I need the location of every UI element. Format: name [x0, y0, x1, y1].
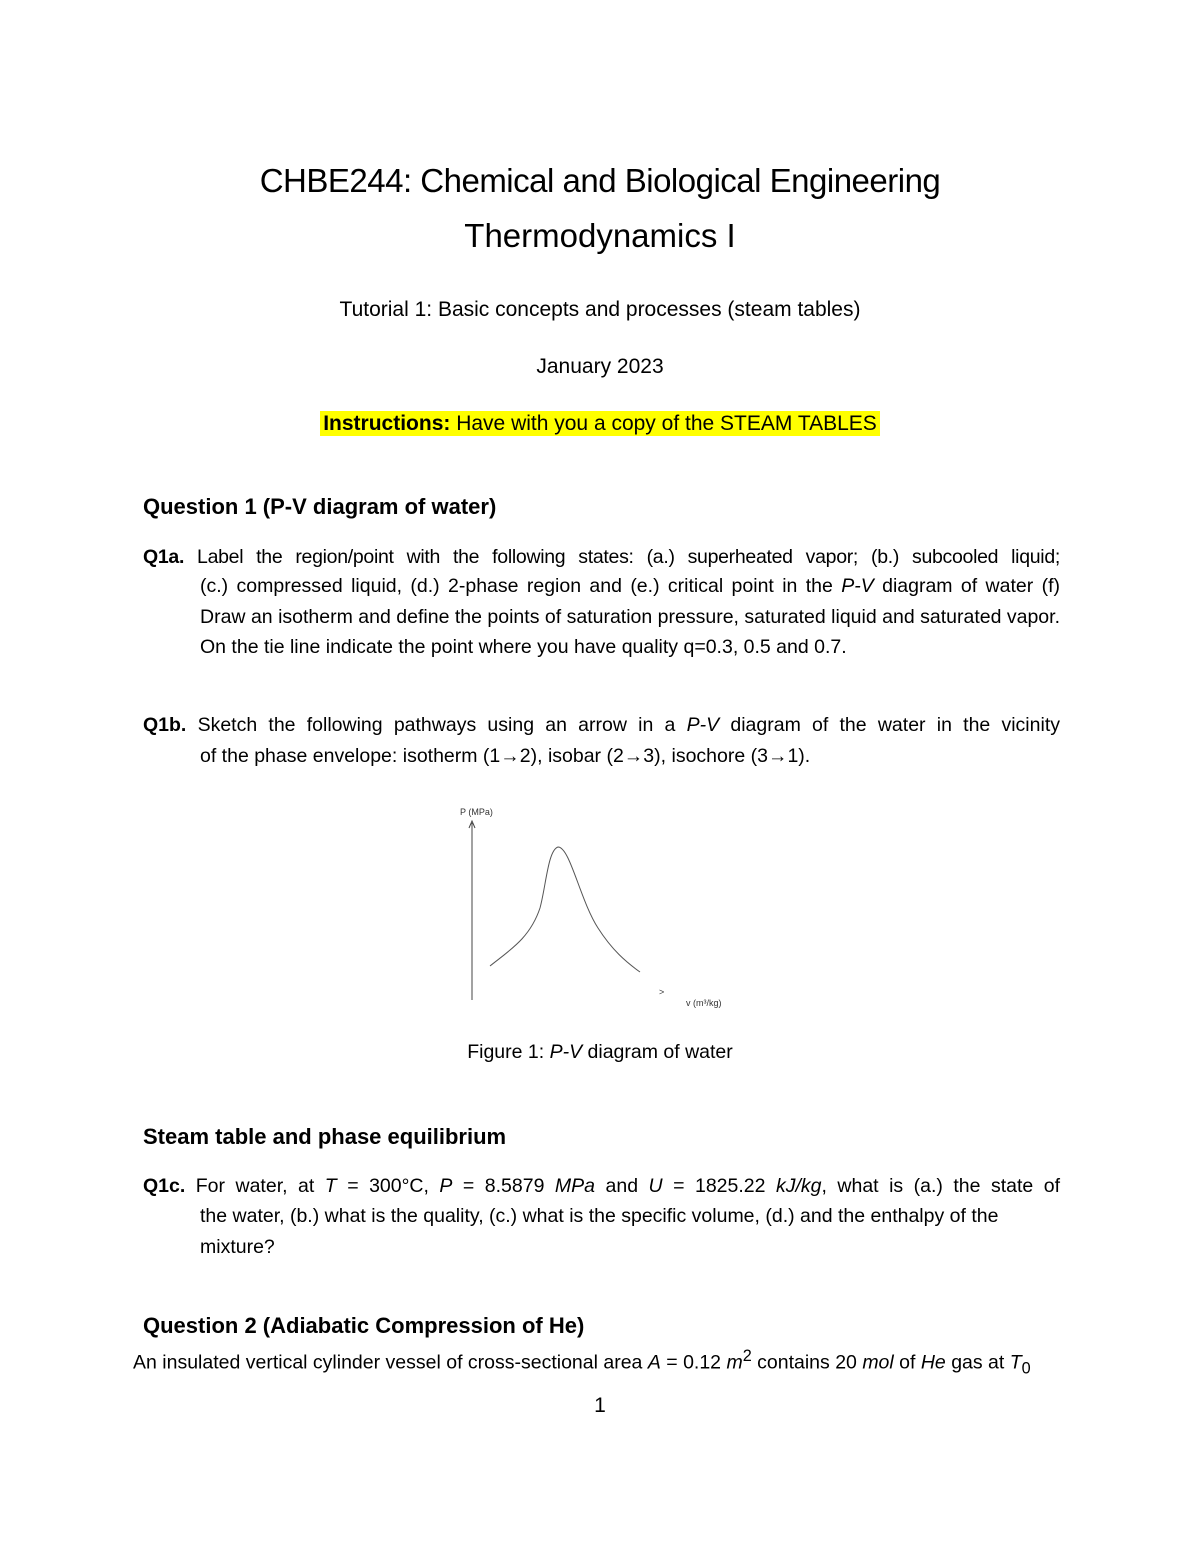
document-title: CHBE244: Chemical and Biological Engineering: [259, 162, 941, 199]
q1c-t4: and: [595, 1175, 649, 1197]
q1a-label: Q1a.: [143, 546, 185, 568]
caption-text-b: diagram of water: [582, 1041, 733, 1063]
pv-diagram: [440, 790, 760, 1020]
q1c-t3: = 8.5879: [452, 1175, 555, 1197]
q1b-label: Q1b.: [143, 714, 187, 736]
instructions-text: Have with you a copy of the STEAM TABLES: [450, 412, 877, 435]
q1c-label: Q1c.: [143, 1175, 186, 1197]
q1b-text-a: Sketch the following pathways using an arrow in a: [186, 714, 687, 736]
q2-initial-temperature-symbol: T: [1009, 1351, 1022, 1374]
caption-text-a: Figure 1:: [467, 1041, 550, 1063]
q2-text-3: contains 20: [751, 1351, 863, 1374]
instructions-banner: [0, 412, 1200, 436]
q1b-first-line: [143, 710, 1060, 741]
q2-text-5: gas at: [945, 1351, 1010, 1374]
q1b-pv-term: P-V: [686, 714, 720, 736]
q1c-pressure-symbol: P: [439, 1175, 453, 1197]
q2-area-exponent: 2: [742, 1347, 752, 1365]
document-date: January 2023: [536, 355, 664, 378]
q1b-text-b: diagram of the water in the vicinity: [719, 714, 1060, 736]
document-title-line2: Thermodynamics I: [464, 217, 736, 254]
phase-envelope-curve: [490, 847, 640, 972]
q1c-energy-symbol: U: [648, 1175, 663, 1197]
question-2-heading: Question 2 (Adiabatic Compression of He): [143, 1313, 585, 1338]
q1c-temperature-symbol: T: [324, 1175, 337, 1197]
q1b-second-line: of the phase envelope: isotherm (1→2), isobar (2→3), isochore (3→1).: [200, 745, 811, 767]
y-axis-label: P (MPa): [460, 807, 493, 817]
question-1-heading: Question 1 (P-V diagram of water): [143, 494, 497, 519]
caption-pv-term: P-V: [549, 1041, 583, 1063]
question-2-body: [133, 1347, 1063, 1378]
q1c-t1: For water, at: [185, 1175, 325, 1197]
figure-caption: [0, 1041, 1200, 1064]
instructions-label: Instructions:: [323, 412, 451, 435]
q1a-continuation: [200, 571, 1060, 663]
q2-temperature-subscript: 0: [1021, 1359, 1031, 1378]
x-axis-arrow-icon: >: [659, 987, 665, 997]
page-number: 1: [594, 1394, 606, 1417]
tutorial-subtitle: Tutorial 1: Basic concepts and processes (steam tables): [339, 298, 861, 321]
q1c-continuation: the water, (b.) what is the quality, (c.) what is the specific volume, (d.) and the enthalpy of the mixture?: [200, 1205, 999, 1258]
q2-mol-unit: mol: [862, 1351, 894, 1374]
x-axis-label: v (m³/kg): [686, 998, 722, 1008]
q2-area-unit: m: [726, 1351, 743, 1374]
q1c-energy-unit: kJ/kg: [775, 1175, 822, 1197]
q2-helium-symbol: He: [920, 1351, 946, 1374]
q1c-t2: = 300°C,: [336, 1175, 440, 1197]
q2-text-2: = 0.12: [660, 1351, 727, 1374]
q1c-pressure-unit: MPa: [554, 1175, 596, 1197]
q1a-first-line: [143, 542, 1060, 573]
q1c-t6: , what is (a.) the state of: [821, 1175, 1060, 1197]
q2-text-1: An insulated vertical cylinder vessel of cross-sectional area: [133, 1351, 648, 1374]
q1c-t5: = 1825.22: [662, 1175, 776, 1197]
instructions-highlight: [320, 411, 880, 436]
q1a-text-line1: Label the region/point with the following states: (a.) superheated vapor; (b.) subcooled liquid;: [184, 546, 1060, 568]
q2-text-4: of: [893, 1351, 921, 1374]
q2-area-symbol: A: [647, 1351, 661, 1374]
q1a-text-a: (c.) compressed liquid, (d.) 2-phase region and (e.) critical point in the: [200, 575, 842, 597]
q1a-pv-term: P-V: [841, 575, 874, 597]
q1c-first-line: [143, 1171, 1060, 1202]
q1a-text-b: diagram of water (f) Draw an isotherm and define the points of saturation pressure, saturated liquid and saturated vapor. On the tie line indicate the point where you have quality q=0.3, 0.5 and 0.7.: [200, 575, 1060, 658]
steam-table-heading: Steam table and phase equilibrium: [143, 1124, 507, 1149]
